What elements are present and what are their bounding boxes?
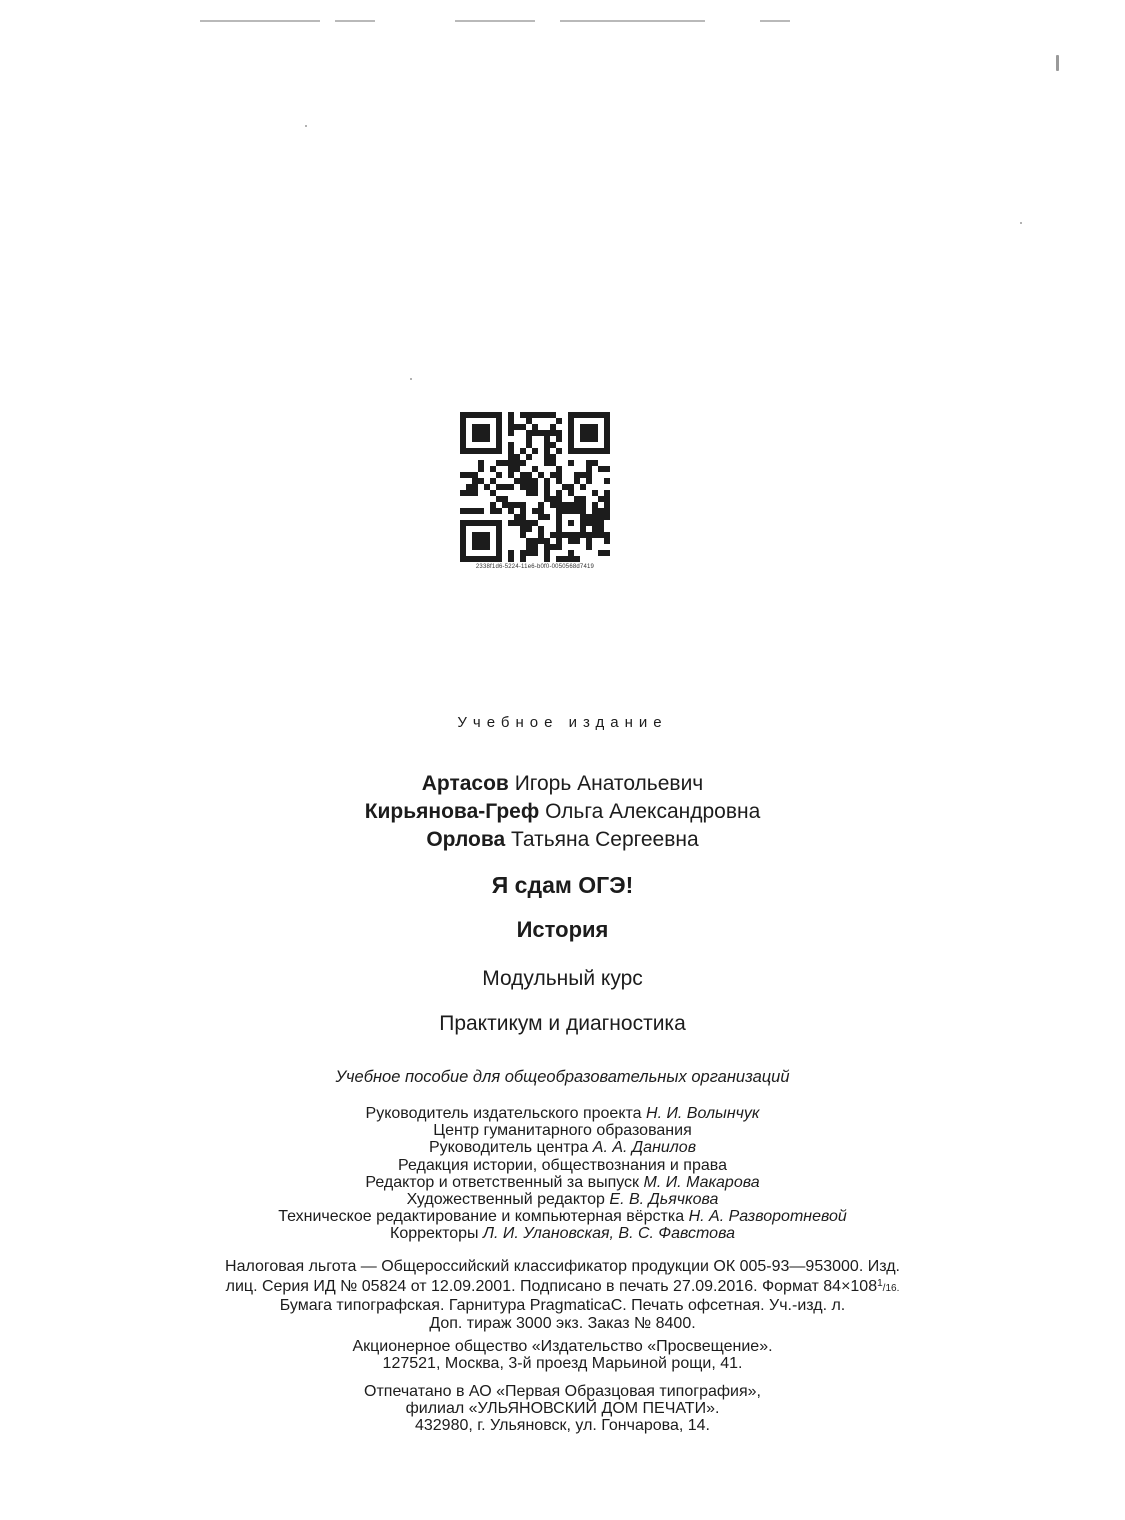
staff-role: Корректоры: [390, 1225, 479, 1243]
imprint-details: [0, 1258, 1125, 1332]
staff-role: Редакция истории, обществознания и права: [398, 1156, 727, 1174]
author-given-name: Ольга Александровна: [545, 800, 761, 823]
authors-list: [0, 770, 1125, 854]
printer-line: Отпечатано в АО «Первая Образцовая типография»,: [364, 1383, 761, 1400]
scan-artifact-line: [760, 20, 790, 22]
qr-code-caption: 2338f1d6-5224-11e6-b0f0-0050568d7419: [475, 564, 595, 570]
scan-artifact-line: [455, 20, 535, 22]
staff-person: Л. И. Улановская, В. С. Фавстова: [483, 1225, 735, 1243]
author-given-name: Татьяна Сергеевна: [511, 828, 699, 851]
staff-line: [0, 1208, 1125, 1225]
book-course: Модульный курс: [482, 967, 643, 990]
scan-speck: [1020, 222, 1022, 224]
format-numerator: 1: [877, 1278, 883, 1290]
imprint-line: Бумага типографская. Гарнитура PragmaticaC. Печать офсетная. Уч.-изд. л.: [279, 1297, 846, 1315]
scan-artifact-line: [200, 20, 320, 22]
staff-person: Н. И. Волынчук: [646, 1105, 760, 1122]
book-title: Я сдам ОГЭ!: [491, 872, 634, 898]
staff-role: Редактор и ответственный за выпуск: [365, 1173, 640, 1191]
imprint-line: [0, 1275, 1125, 1297]
scan-speck: [305, 125, 307, 127]
staff-line: [0, 1191, 1125, 1208]
publisher-info: [0, 1338, 1125, 1372]
book-purpose: Учебное пособие для общеобразовательных организаций: [335, 1068, 790, 1086]
author-line: [0, 770, 1125, 798]
format-denominator: /16.: [882, 1283, 900, 1295]
staff-person: М. И. Макарова: [643, 1173, 760, 1191]
staff-role: Руководитель центра: [428, 1139, 589, 1157]
staff-line: [0, 1105, 1125, 1122]
qr-code-block: [460, 412, 610, 570]
book-subject: История: [516, 917, 609, 942]
publisher-line: 127521, Москва, 3-й проезд Марьиной рощи, 41.: [382, 1355, 743, 1373]
author-line: [0, 798, 1125, 826]
author-surname: Кирьянова-Греф: [364, 800, 540, 823]
staff-person: Е. В. Дьячкова: [609, 1191, 719, 1209]
staff-person: А. А. Данилов: [592, 1139, 697, 1157]
staff-line: [0, 1225, 1125, 1242]
printer-line: 432980, г. Ульяновск, ул. Гончарова, 14.: [414, 1417, 710, 1435]
staff-line: [0, 1122, 1125, 1139]
edition-type: Учебное издание: [457, 714, 668, 731]
staff-line: [0, 1174, 1125, 1191]
imprint-text: лиц. Серия ИД № 05824 от 12.09.2001. Подписано в печать 27.09.2016. Формат 84×108: [225, 1278, 878, 1296]
publisher-line: Акционерное общество «Издательство «Просвещение».: [352, 1338, 773, 1355]
scan-speck: [1056, 55, 1059, 71]
author-surname: Орлова: [426, 828, 506, 851]
author-given-name: Игорь Анатольевич: [514, 772, 704, 795]
author-line: [0, 826, 1125, 854]
printer-line: филиал «УЛЬЯНОВСКИЙ ДОМ ПЕЧАТИ».: [405, 1400, 720, 1418]
qr-code-icon: [460, 412, 610, 562]
staff-role: Техническое редактирование и компьютерная вёрстка: [278, 1208, 685, 1226]
staff-person: Н. А. Разворотневой: [688, 1208, 847, 1226]
staff-role: Художественный редактор: [406, 1191, 605, 1209]
scan-speck: [410, 378, 412, 380]
author-surname: Артасов: [421, 772, 509, 795]
editorial-staff: [0, 1105, 1125, 1243]
scan-artifact-line: [335, 20, 375, 22]
imprint-line: Налоговая льгота — Общероссийский классификатор продукции ОК 005-93—953000. Изд.: [225, 1258, 900, 1275]
staff-role: Руководитель издательского проекта: [365, 1105, 642, 1122]
imprint-line: Доп. тираж 3000 экз. Заказ № 8400.: [429, 1314, 696, 1332]
staff-line: [0, 1157, 1125, 1174]
book-practicum: Практикум и диагностика: [439, 1012, 686, 1035]
staff-line: [0, 1139, 1125, 1156]
staff-role: Центр гуманитарного образования: [433, 1122, 692, 1140]
printer-info: [0, 1383, 1125, 1435]
scan-artifact-line: [560, 20, 705, 22]
